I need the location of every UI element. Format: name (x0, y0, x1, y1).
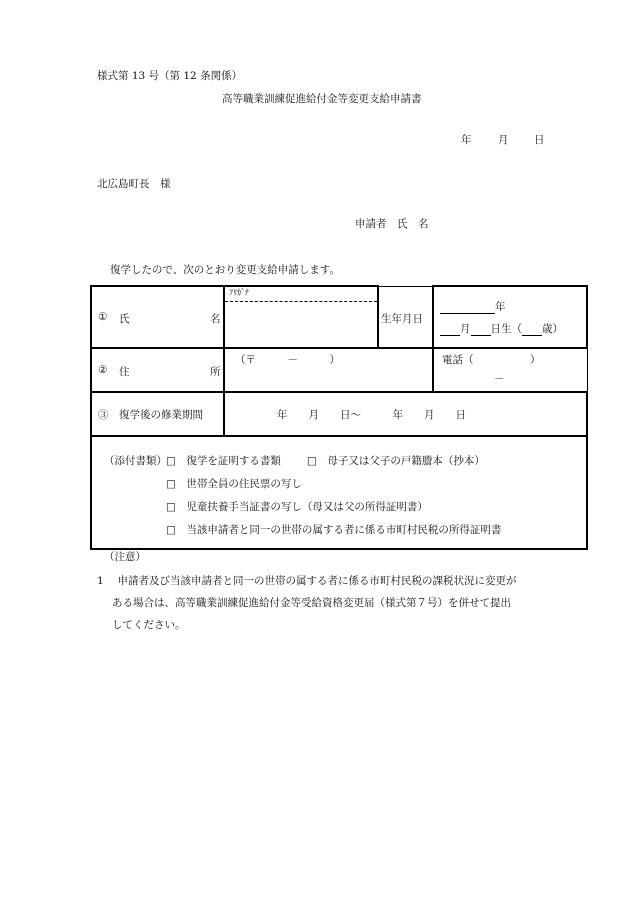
attachments-cell (91, 436, 587, 549)
row-attachments (91, 436, 587, 549)
birth-year-field (440, 299, 506, 314)
row-name (91, 286, 587, 348)
birth-month-unit: 月 (460, 323, 471, 335)
address-value-cell[interactable] (224, 348, 433, 392)
name-label-cell (91, 286, 224, 348)
furigana-divider (225, 301, 377, 302)
row-address (91, 348, 587, 392)
age-unit: 歳） (542, 323, 563, 335)
attachments-label: （添付書類） (104, 455, 167, 467)
date-month: 月 (498, 134, 509, 146)
attachment-item-child-allowance[interactable]: □ 児童扶養手当証書の写し（母又は父の所得証明書） (166, 501, 428, 513)
birth-year-unit: 年 (495, 301, 506, 313)
furigana-label: ﾌﾘｶﾞﾅ (229, 288, 249, 297)
study-period-label-cell (91, 392, 224, 436)
note-line-2: ある場合は、高等職業訓練促進給付金等受給資格変更届（様式第７号）を併せて提出 (112, 597, 511, 609)
note-line-3: してください。 (112, 619, 186, 631)
phone-label: 電話（ (442, 354, 474, 366)
row-study-period (91, 392, 587, 436)
birth-year-blank (440, 301, 495, 314)
address-label-first: 住 (119, 366, 130, 378)
study-period-dates: 年 月 日～ 年 月 日 (277, 409, 466, 421)
phone-dash: － (494, 373, 505, 385)
birth-date-label: 生年月日 (381, 312, 423, 325)
form-number: 様式第 13 号（第 12 条関係） (97, 70, 243, 82)
birth-month-blank (440, 323, 460, 336)
name-label-number: ① (98, 311, 108, 323)
intro-text: 復学したので、次のとおり変更支給申請します。 (110, 264, 340, 276)
study-period-label: ③ 復学後の修業期間 (98, 409, 203, 421)
name-label-first: 氏 (119, 313, 130, 325)
study-period-value-cell[interactable] (224, 392, 587, 436)
address-label-cell (91, 348, 224, 392)
age-blank (522, 323, 542, 336)
attachment-item-resident-record[interactable]: □ 世帯全員の住民票の写し (166, 478, 302, 490)
birth-label-cell (378, 286, 433, 348)
applicant-name-label: 申請者 氏 名 (355, 218, 429, 230)
note-line-1: 1 申請者及び当該申請者と同一の世帯の属する者に係る市町村民税の課税状況に変更が (97, 575, 517, 587)
addressee: 北広島町長 様 (97, 178, 171, 190)
birth-day-unit: 日生（ (490, 323, 522, 335)
name-label-last: 名 (210, 313, 221, 325)
birth-mdage-field (440, 321, 563, 336)
attachment-item-family-register[interactable]: □ 母子又は父子の戸籍謄本（抄本） (307, 455, 485, 467)
name-value-cell[interactable] (224, 286, 378, 348)
attachment-item-school-proof[interactable]: □ 復学を証明する書類 (166, 455, 281, 467)
attachment-item-tax-certificate[interactable]: □ 当該申請者と同一の世帯の属する者に係る市町村民税の所得証明書 (166, 524, 502, 536)
date-year: 年 (461, 134, 472, 146)
postal-code-field: （〒 － ） (235, 354, 340, 366)
address-label-last: 所 (210, 366, 221, 378)
birth-value-cell[interactable] (433, 286, 587, 348)
birth-day-blank (471, 323, 491, 336)
date-day: 日 (534, 134, 545, 146)
document-title: 高等職業訓練促進給付金等変更支給申請書 (222, 93, 422, 105)
application-form-table (90, 285, 588, 550)
phone-close-paren: ） (530, 354, 541, 366)
address-label-number: ② (98, 364, 108, 376)
phone-cell[interactable] (433, 348, 587, 392)
notes-heading: （注意） (104, 551, 146, 563)
